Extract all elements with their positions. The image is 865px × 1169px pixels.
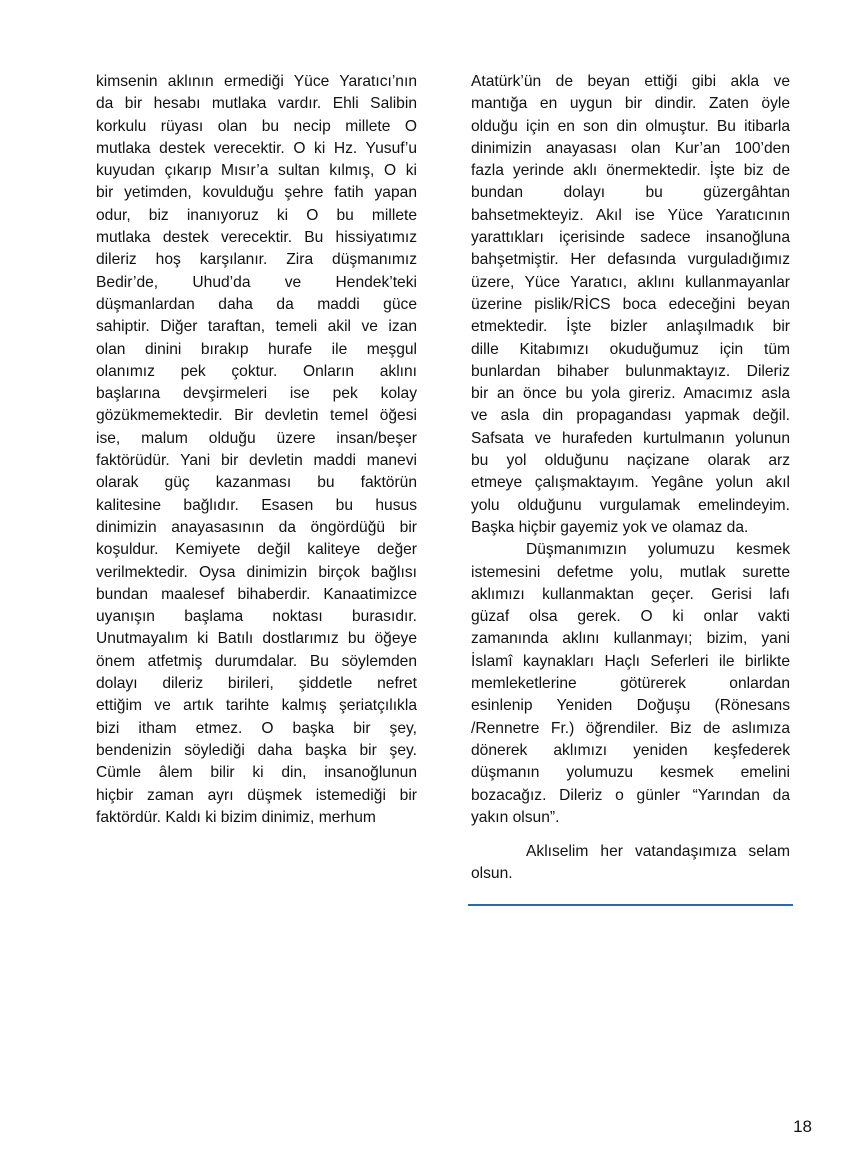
text-line: düşmanın yolumuzu kesmek emelini [471,764,790,782]
text-line: Unutmayalım ki Batılı dostlarımız bu öğeye [96,630,417,648]
text-line: istemesini defetme yolu, mutlak surette [471,563,790,581]
text-line: etmeye çalışmaktayım. Yegâne yolun akıl [471,474,790,492]
text-line: dönerek aklımızı yeniden keşfederek [471,741,790,759]
text-line: bir yetimden, kovulduğu şehre fatih yapan [96,184,417,202]
text-line: üzere, Yüce Yaratıcı, aklını kullanmayanlar [471,273,790,291]
text-line: faktördür. Kaldı ki bizim dinimiz, merhum [96,808,376,826]
text-line: Düşmanımızın yolumuzu kesmek [526,541,790,559]
text-line: olduğu için en son din olmuştur. Bu itibarla [471,117,790,135]
paragraph-1 [471,71,790,539]
text-line: ettiğim ve artık tarihte kalmış şeriatçılıkla [96,697,417,715]
text-line: da bir hesabı mutlaka vardır. Ehli Salibin [96,95,417,113]
text-line: kuyudan çıkarıp Mısır’a sultan kılmış, O ki [96,162,417,180]
text-line: Bedir’de, Uhud’da ve Hendek’teki [96,273,417,291]
text-line: İslamî kaynakları Haçlı Seferleri ile birlikte [471,652,790,670]
text-line: olsun. [471,865,513,883]
text-line: olanımız pek çoktur. Onların aklını [96,362,417,380]
paragraph-2 [471,539,790,829]
text-line: mantığa en uygun bir dindir. Zaten öyle [471,95,790,113]
text-line: dileriz hoş karşılanır. Zira düşmanımız [96,251,417,269]
text-line: verilmektedir. Oysa dinimizin birçok bağlısı [96,563,417,581]
text-line: uyanışın başlama noktası burasıdır. [96,608,417,626]
text-line: başlarına devşirmeleri ise pek kolay [96,385,417,403]
text-line: bendenizin söylediği daha başka bir şey. [96,741,417,759]
text-line: önem atfetmiş durumdalar. Bu söylemden [96,652,417,670]
text-line: üzerine pislik/RİCS boca edeceğini beyan [471,295,790,313]
text-line: bozacağız. Dileriz o günler “Yarından da [471,786,790,804]
text-line: zamanında aklını kullanmayı; bizim, yani [471,630,790,648]
text-line: kimsenin aklının ermediği Yüce Yaratıcı’nın [96,73,417,90]
text-line: memleketlerine götürerek onlardan [471,675,790,693]
text-line: dinimizin anayasası olan Kur’an 100’den [471,139,790,157]
text-line: dinimizin anayasasının da öngördüğü bir [96,518,417,536]
text-line: sahiptir. Diğer taraftan, temeli akil ve izan [96,318,417,336]
text-line: düşmanlardan daha da maddi güce [96,295,417,313]
text-line: koşuldur. Kemiyete değil kaliteye değer [96,541,417,559]
text-line: bundan maalesef bihaberdir. Kanaatimizce [96,585,417,603]
text-line: fazla yerinde aklı önermektedir. İşte biz de [471,162,790,180]
text-line: bundan dolayı bu güzergâhtan [471,184,790,202]
paragraph-3 [471,841,790,886]
right-column [471,71,790,886]
text-line: bizi itham etmez. O başka bir şey, [96,719,417,737]
text-line: bahsetmekteyiz. Akıl ise Yüce Yaratıcının [471,206,790,224]
text-line: yolu olduğunu vurgulamak emelindeyim. [471,496,790,514]
text-line: bu yol olduğunu naçizane olarak arz [471,452,790,470]
text-line: mutlaka destek verecektir. O ki Hz. Yusuf’u [96,139,417,157]
text-line: bunlardan bihaber bulunmaktayız. Dileriz [471,362,790,380]
text-line: Atatürk’ün de beyan ettiği gibi akla ve [471,73,790,90]
text-line: güzaf olsa gerek. O ki onlar vakti [471,608,790,626]
text-line: ve asla din propagandası yapmak değil. [471,407,790,425]
text-line: dille Kitabımızı okuduğumuz için tüm [471,340,790,358]
text-line: mutlaka destek verecektir. Bu hissiyatımız [96,229,417,247]
text-line: olan dinini bırakıp hurafe ile meşgul [96,340,417,358]
text-line: yarattıkları içerisinde sadece insanoğluna [471,229,790,247]
text-line: Safsata ve hurafeden kurtulmanın yolunun [471,429,790,447]
text-line: gözükmemektedir. Bir devletin temel öğesi [96,407,417,425]
text-line: esinlenip Yeniden Doğuşu (Rönesans [471,697,790,715]
text-line: yakın olsun”. [471,808,560,826]
text-line: faktörüdür. Yani bir devletin maddi manevi [96,452,417,470]
left-column [96,71,417,829]
closing-rule-divider [468,904,793,906]
text-line: ise, malum olduğu üzere insan/beşer [96,429,417,447]
text-line: bir an önce bu yola gireriz. Amacımız asla [471,385,790,403]
text-line: Cümle âlem bilir ki din, insanoğlunun [96,764,417,782]
text-line: /Rennetre Fr.) öğrendiler. Biz de aslımıza [471,719,790,737]
text-line: odur, biz inanıyoruz ki O bu millete [96,206,417,224]
text-line: bahşetmiştir. Her defasında vurguladığımız [471,251,790,269]
text-line: Başka hiçbir gayemiz yok ve olamaz da. [471,518,749,536]
text-line: olarak güç kazanması bu faktörün [96,474,417,492]
text-line: aklımızı kullanmaktan geçer. Gerisi lafı [471,585,790,603]
text-line: etmektedir. İşte bizler anlaşılmadık bir [471,318,790,336]
text-line: korkulu rüyası olan bu necip millete O [96,117,417,135]
page-number: 18 [793,1117,812,1136]
text-line: dolayı dileriz birileri, şiddetle nefret [96,675,417,693]
text-line: Aklıselim her vatandaşımıza selam [526,843,790,861]
text-line: kalitesine bağlıdır. Esasen bu husus [96,496,417,514]
text-line: hiçbir zaman ayrı düşmek istemediği bir [96,786,417,804]
paragraph-gap [471,829,790,841]
